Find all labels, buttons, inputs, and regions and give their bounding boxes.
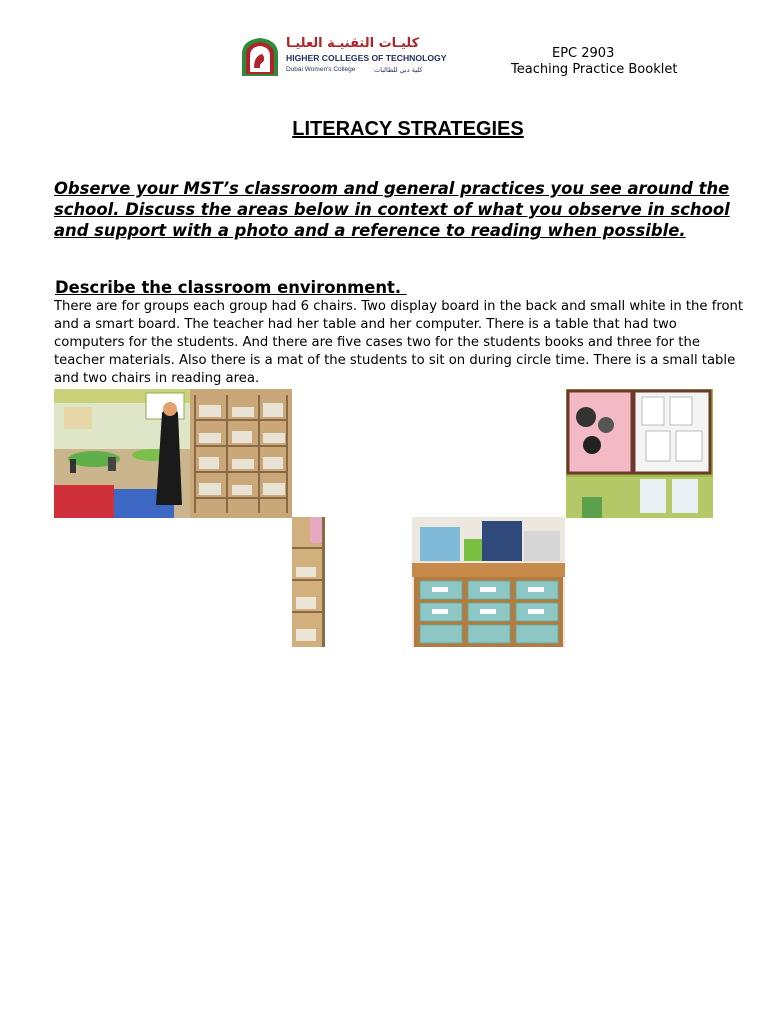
college-crest-icon — [238, 36, 282, 80]
display-board-photo — [566, 389, 713, 518]
logo-english-text: HIGHER COLLEGES OF TECHNOLOGY — [286, 53, 447, 63]
hct-logo — [238, 36, 446, 80]
page-title: LITERACY STRATEGIES — [292, 118, 524, 140]
classroom-photo — [54, 389, 292, 518]
section-body: There are for groups each group had 6 chairs. Two display board in the back and small white in the front and a smart board. The teacher had her table and her computer. There is a table that had two computers for the students. And there are five cases two for the students books and three for the teacher materials. Also there is a mat of the students to sit on during circle time. There is a small table and two chairs in reading area. — [54, 299, 744, 386]
logo-campus-text: Dubai Women's College — [286, 66, 356, 73]
booklet-title: Teaching Practice Booklet — [511, 62, 678, 77]
instructions-text: Observe your MST’s classroom and general practices you see around the school. Discuss the areas below in context of what you observe in school and support with a photo and a reference to reading when possible. — [54, 179, 730, 240]
course-code: EPC 2903 — [552, 46, 615, 61]
storage-drawers-photo — [412, 517, 565, 647]
section-heading: Describe the classroom environment. — [55, 278, 407, 297]
logo-arabic-text: كليـات التقنيـة العليـا — [286, 36, 420, 51]
logo-campus-arabic-text: كلية دبي للطالبات — [374, 66, 423, 74]
bookshelf-photo — [292, 517, 325, 647]
